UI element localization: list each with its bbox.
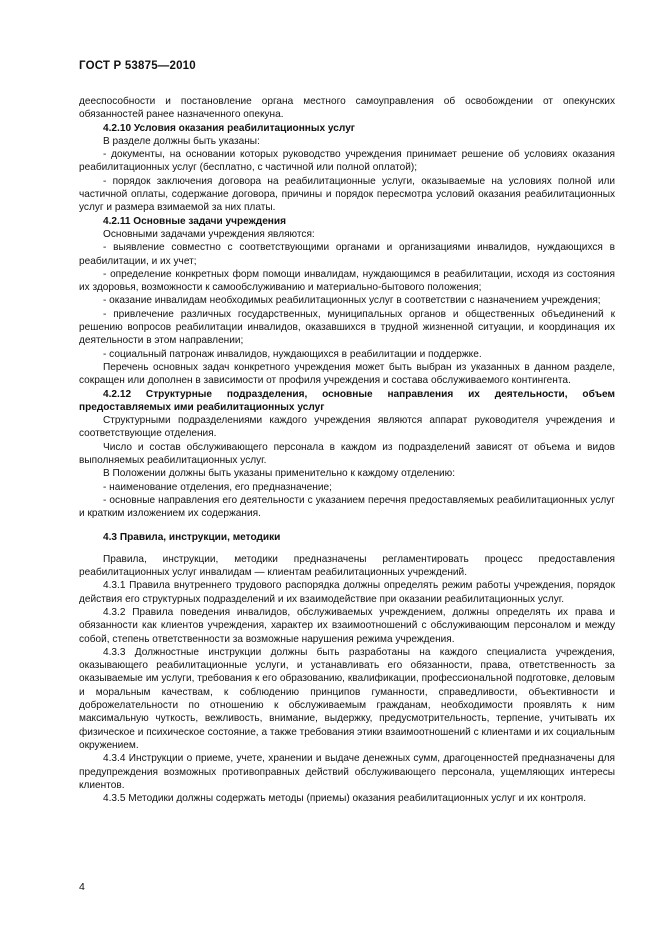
list-item: - социальный патронаж инвалидов, нуждающихся в реабилитации и поддержке.	[103, 348, 482, 360]
paragraph: Перечень основных задач конкретного учреждения может быть выбран из указанных в данном разделе, сокращен или дополнен в зависимости от профиля учреждения и состава обслуживаемого контингента.	[79, 361, 615, 387]
section-heading-4-3: 4.3 Правила, инструкции, методики	[103, 531, 281, 543]
list-item: - привлечение различных государственных, муниципальных органов и общественных объединений к решению вопросов реабилитации инвалидов, оказавшихся в трудной жизненной ситуации, и координация их деятельности в этом направлении;	[79, 308, 615, 347]
list-item: - основные направления его деятельности с указанием перечня предоставляемых реабилитационных услуг и кратким изложением их содержания.	[79, 494, 615, 520]
list-item: - документы, на основании которых руководство учреждения принимает решение об условиях оказания реабилитационных услуг (бесплатно, с частичной или полной оплатой);	[79, 149, 615, 174]
paragraph: Структурными подразделениями каждого учреждения являются аппарат руководителя учреждения и соответствующие отделения.	[79, 415, 615, 440]
paragraph: 4.3.3 Должностные инструкции должны быть разработаны на каждого специалиста учреждения, оказывающего реабилитационные услуги, и устанавливать его обязанности, права, ответственность за оказываемые им услуги, требования к его образованию, квалификации, профессиональной подготовке, деловым и моральным качествам, к соблюдению принципов гуманности, справедливости, объективности и доброжелательности по отношению к обслуживаемым гражданам, необходимости проявлять к ним максимальную чуткость, вежливость, внимание, выдержку, предусмотрительность, терпение, учитывать их физическое и психическое состояние, а также требования этики взаимоотношений с клиентами и их социальным окружением.	[79, 646, 615, 751]
paragraph: Число и состав обслуживающего персонала в каждом из подразделений зависят от объема и видов выполняемых реабилитационных услуг.	[79, 441, 615, 467]
paragraph: 4.3.5 Методики должны содержать методы (приемы) оказания реабилитационных услуг и их контроля.	[103, 793, 587, 805]
section-heading-4-2-10: 4.2.10 Условия оказания реабилитационных услуг	[103, 122, 356, 134]
paragraph: Основными задачами учреждения являются:	[103, 228, 315, 240]
paragraph: В разделе должны быть указаны:	[103, 135, 260, 147]
document-body	[79, 95, 615, 805]
paragraph: Правила, инструкции, методики предназначены регламентировать процесс предоставления реабилитационных услуг инвалидам — клиентам реабилитационных учреждений.	[79, 553, 615, 579]
section-heading-4-2-11: 4.2.11 Основные задачи учреждения	[103, 215, 287, 227]
document-header: ГОСТ Р 53875—2010	[79, 60, 196, 72]
page-number: 4	[79, 881, 85, 893]
list-item: - оказание инвалидам необходимых реабилитационных услуг в соответствии с назначением учреждения;	[103, 295, 601, 307]
section-heading-4-2-12: 4.2.12 Структурные подразделения, основные направления их деятельности, объем предоставляемых ими реабилитационных услуг	[79, 388, 615, 413]
paragraph: 4.3.4 Инструкции о приеме, учете, хранении и выдаче денежных сумм, драгоценностей предназначены для предупреждения возможных противоправных действий обслуживающего персонала, ущемляющих интересы клиентов.	[79, 753, 615, 791]
list-item: - выявление совместно с соответствующими органами и организациями инвалидов, нуждающихся в реабилитации, и их учет;	[79, 242, 615, 267]
list-item: - определение конкретных форм помощи инвалидам, нуждающимся в реабилитации, исходя из состояния их здоровья, возможности к самообслуживанию и материально-бытового положения;	[79, 268, 615, 294]
paragraph: В Положении должны быть указаны применительно к каждому отделению:	[103, 468, 456, 480]
paragraph: 4.3.2 Правила поведения инвалидов, обслуживаемых учреждением, должны определять их права и обязанности как клиентов учреждения, характер их взаимоотношений с обслуживающим персоналом и между собой, степень ответственности за возможные нарушения режима учреждения.	[79, 606, 615, 645]
list-item: - порядок заключения договора на реабилитационные услуги, оказываемые на условиях полной или частичной оплаты, содержание договора, причины и порядок пересмотра условий оказания реабилитационных услуг и размера взимаемой за них платы.	[79, 175, 615, 214]
list-item: - наименование отделения, его предназначение;	[103, 481, 332, 493]
paragraph: дееспособности и постановление органа местного самоуправления об освобождении от опекунских обязанностей ранее назначенного опекуна.	[79, 96, 615, 121]
paragraph: 4.3.1 Правила внутреннего трудового распорядка должны определять режим работы учреждения, порядок действия его структурных подразделений и их взаимодействие при оказании реабилитационных услуг.	[79, 580, 615, 605]
